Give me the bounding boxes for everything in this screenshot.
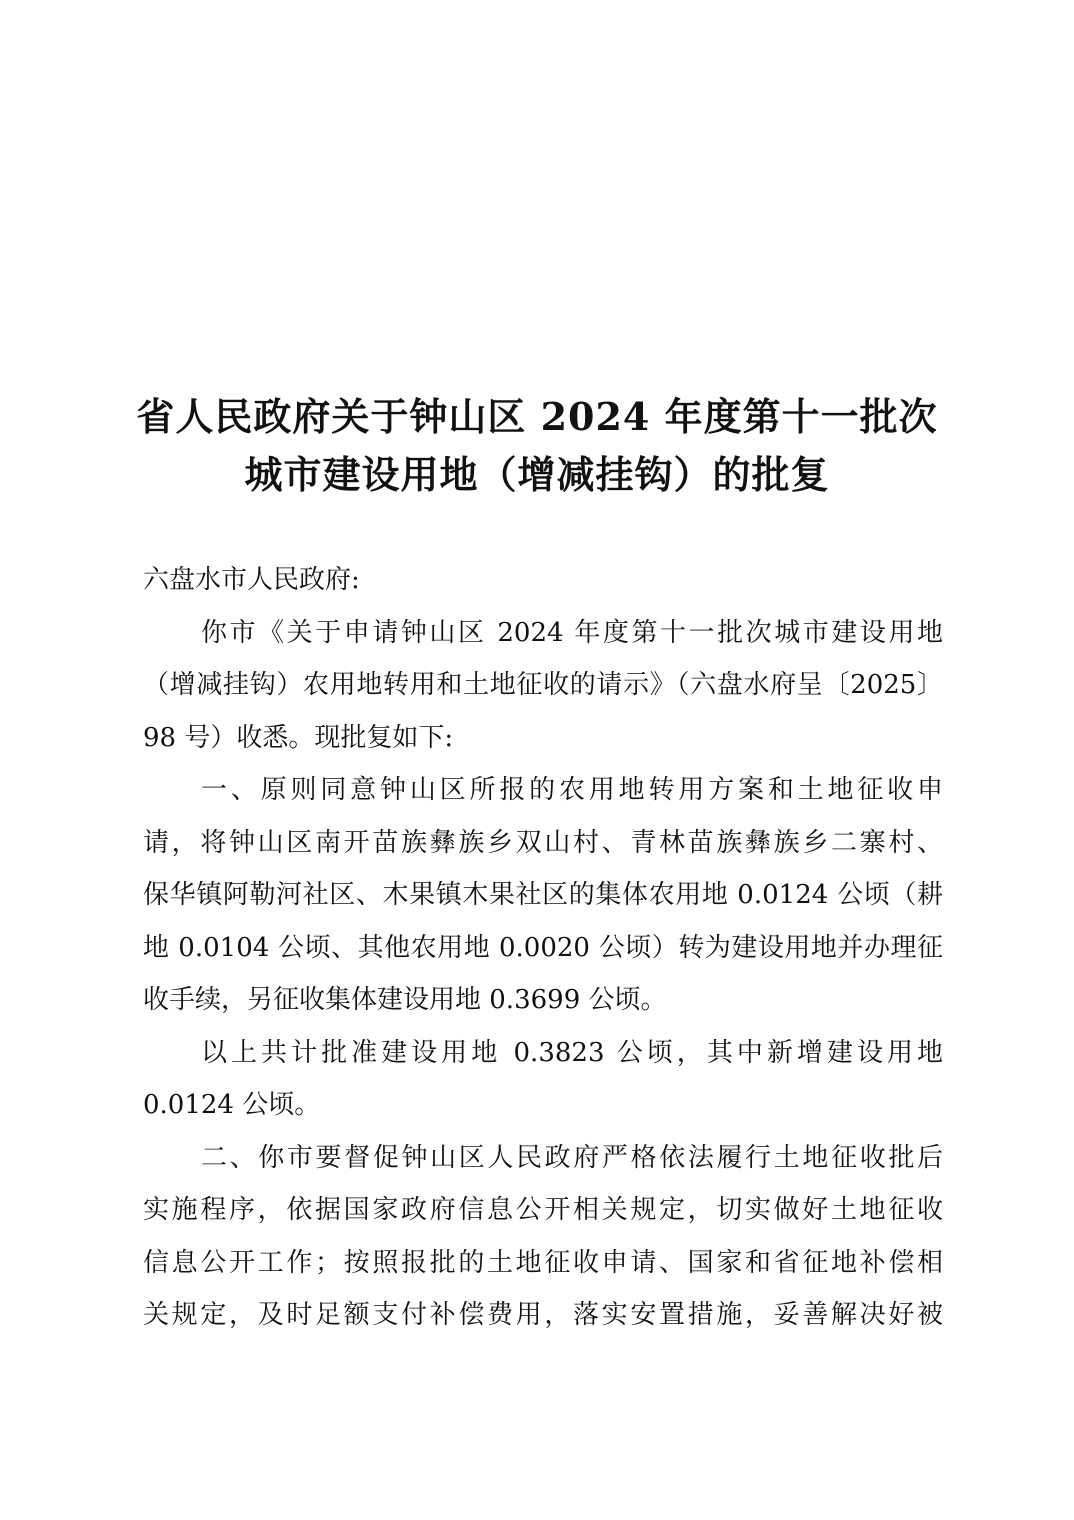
paragraph-line: 一、原则同意钟山区所报的农用地转用方案和土地征收申 bbox=[201, 775, 943, 805]
paragraph-line: 收手续，另征收集体建设用地 0.3699 公顷。 bbox=[143, 985, 667, 1015]
paragraph-line: 请，将钟山区南开苗族彝族乡双山村、青林苗族彝族乡二寨村、 bbox=[143, 827, 943, 858]
paragraph-line: 以上共计批准建设用地 0.3823 公顷，其中新增建设用地 bbox=[201, 1037, 943, 1068]
paragraph-line: 0.0124 公顷。 bbox=[143, 1090, 321, 1120]
paragraph-line: 二、你市要督促钟山区人民政府严格依法履行土地征收批后 bbox=[201, 1142, 943, 1173]
paragraph-line: 保华镇阿勒河社区、木果镇木果社区的集体农用地 0.0124 公顷（耕 bbox=[143, 880, 943, 910]
paragraph-line: 你市《关于申请钟山区 2024 年度第十一批次城市建设用地 bbox=[201, 617, 943, 648]
title-line-1: 省人民政府关于钟山区 2024 年度第十一批次 bbox=[136, 394, 938, 439]
paragraph-line: 实施程序，依据国家政府信息公开相关规定，切实做好土地征收 bbox=[143, 1195, 943, 1225]
paragraph-line: （增减挂钩）农用地转用和土地征收的请示》（六盘水府呈〔2025〕 bbox=[143, 670, 943, 700]
title-line-2: 城市建设用地（增减挂钩）的批复 bbox=[244, 452, 830, 497]
document-title bbox=[0, 388, 1074, 504]
paragraph-approval-two bbox=[143, 1132, 943, 1342]
salutation: 六盘水市人民政府: bbox=[143, 565, 360, 595]
paragraph-line: 98 号）收悉。现批复如下: bbox=[143, 722, 454, 753]
paragraph-approval-one bbox=[143, 764, 943, 1027]
document-body bbox=[143, 554, 943, 1342]
paragraph-line: 地 0.0104 公顷、其他农用地 0.0020 公顷）转为建设用地并办理征 bbox=[143, 932, 943, 963]
paragraph-line: 信息公开工作；按照报批的土地征收申请、国家和省征地补偿相 bbox=[143, 1247, 943, 1278]
paragraph-line: 关规定，及时足额支付补偿费用，落实安置措施，妥善解决好被 bbox=[143, 1300, 943, 1330]
paragraph-reply-receipt bbox=[143, 607, 943, 765]
paragraph-total bbox=[143, 1027, 943, 1132]
